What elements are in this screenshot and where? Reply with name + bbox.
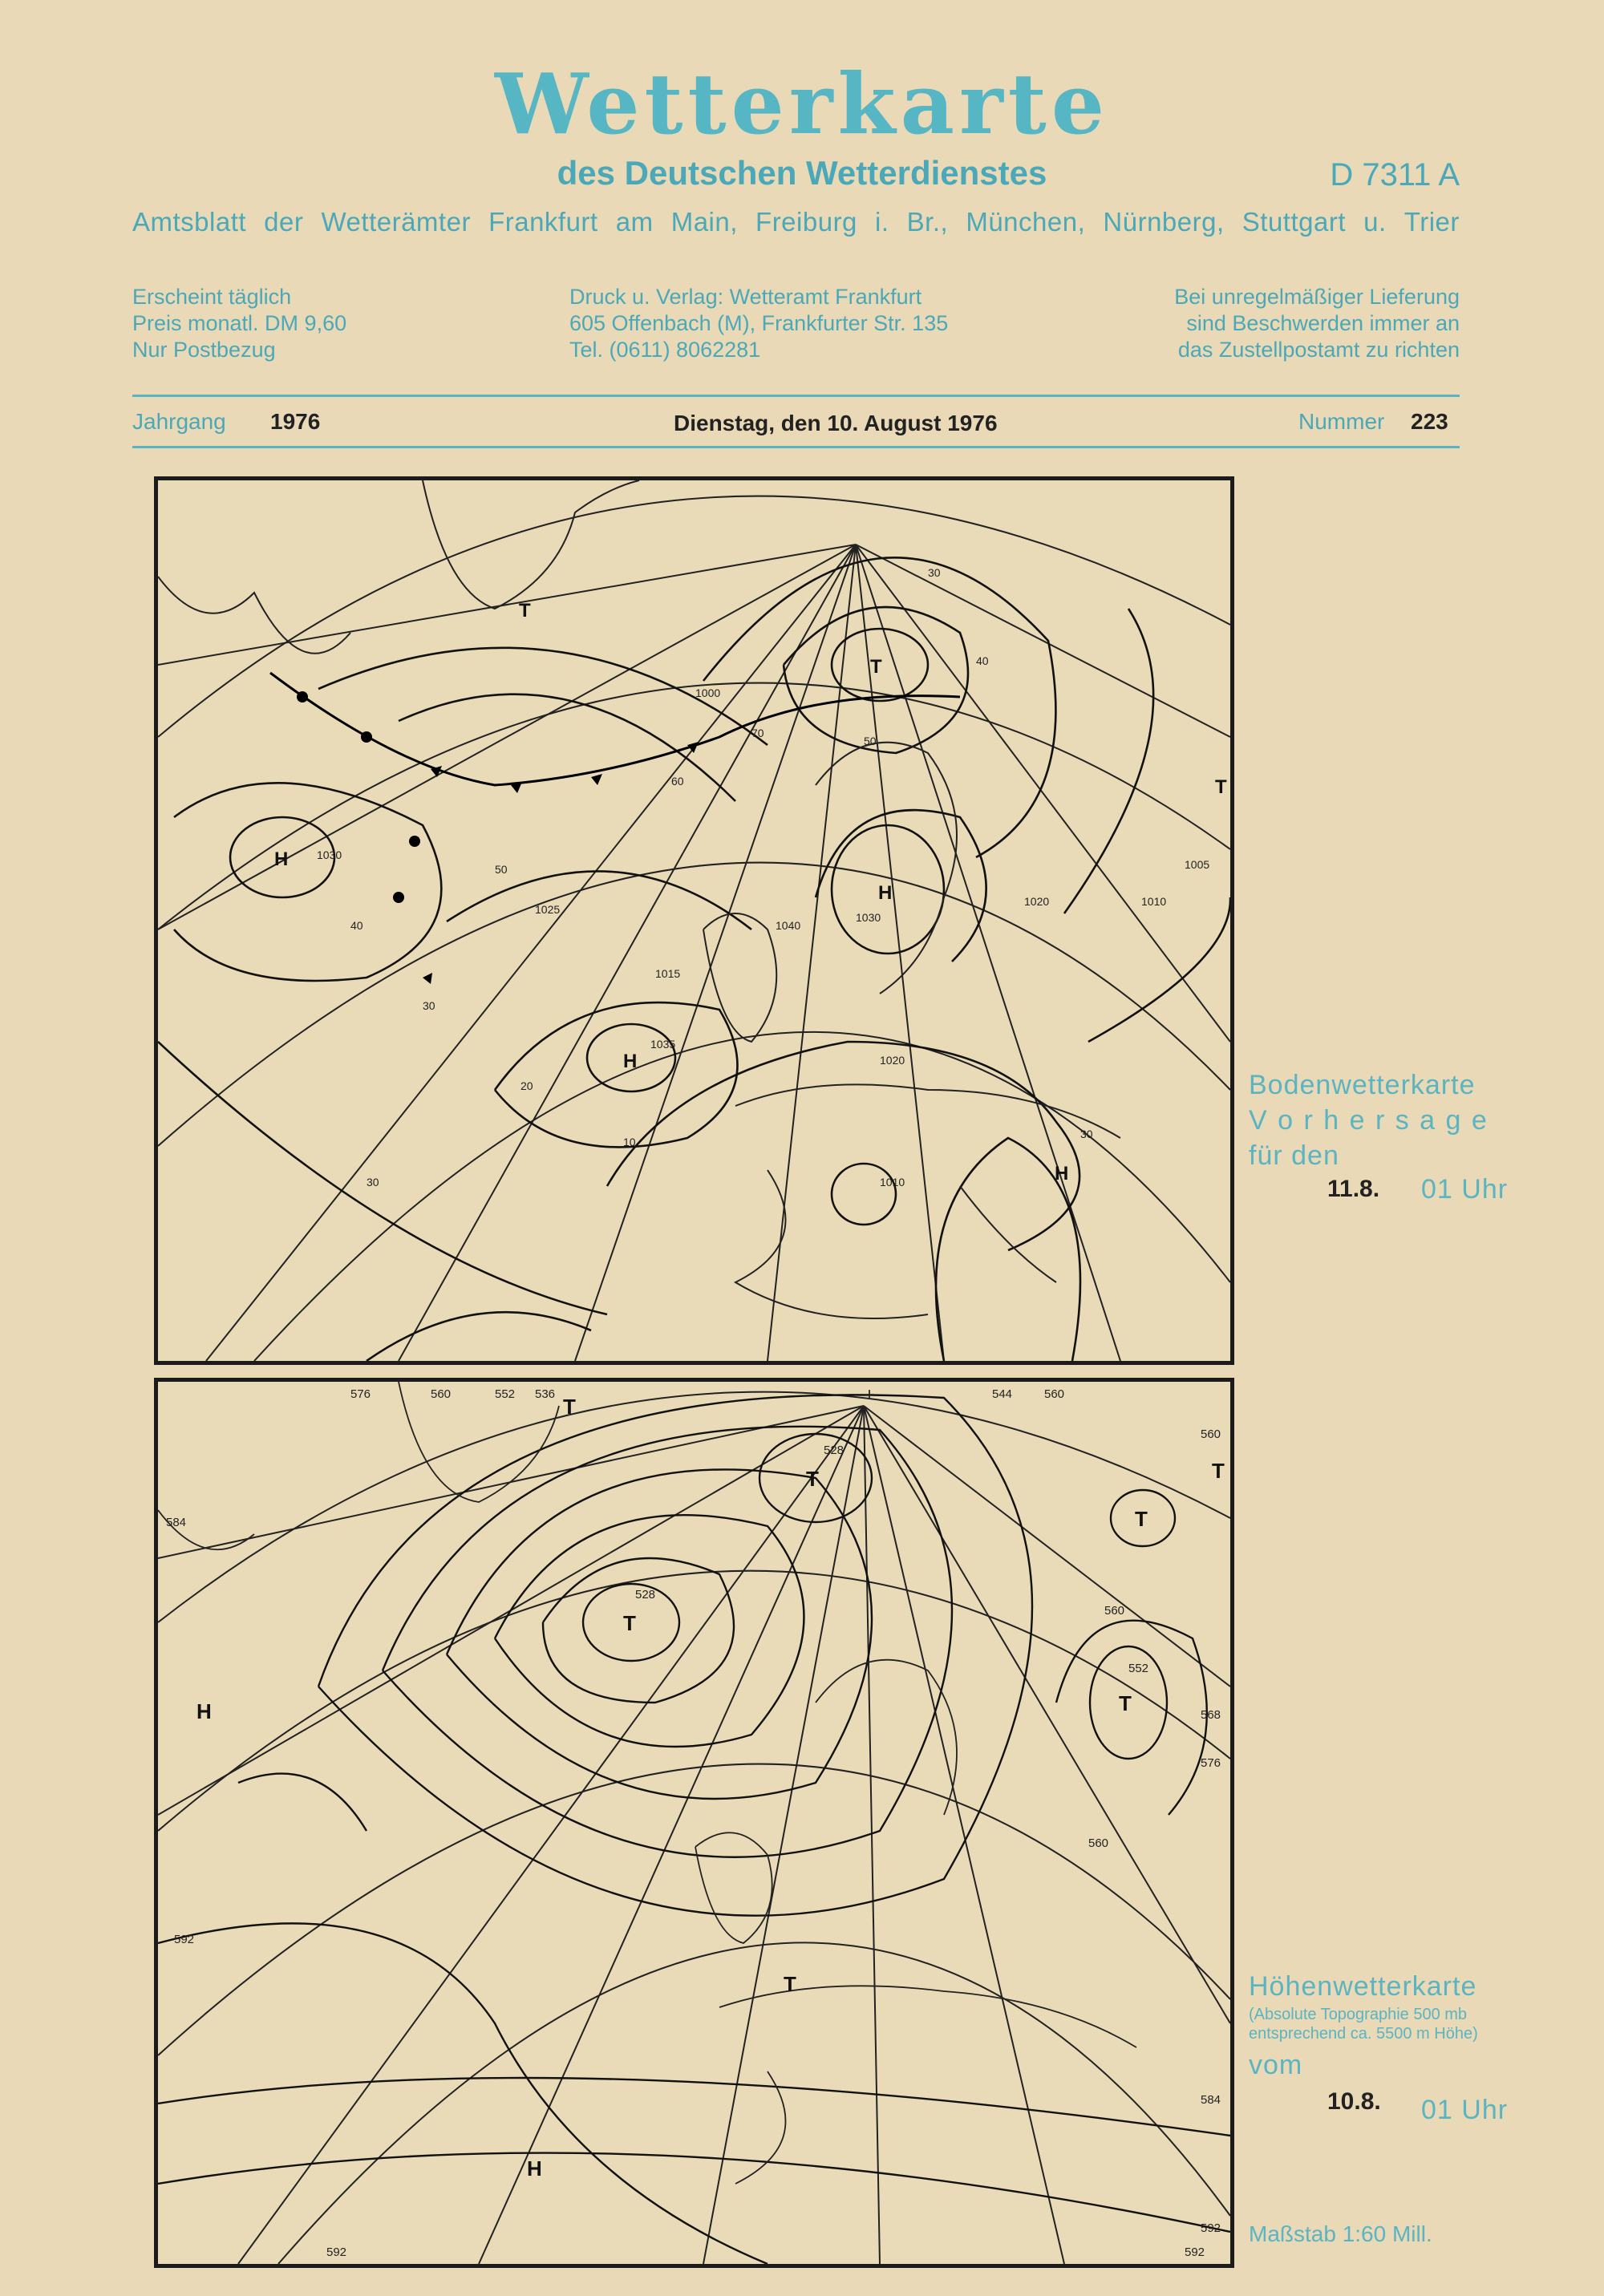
offices-word: am [615,207,654,237]
contour-label: 560 [1044,1387,1065,1401]
upper-map-caption: Höhenwetterkarte [1249,1971,1477,2002]
contour-label: 584 [1201,2093,1221,2107]
grid-label: 30 [423,999,435,1012]
contour-label: 536 [535,1387,556,1401]
contour-label: 576 [350,1387,371,1401]
height-contour [1056,1621,1207,1815]
isobar-label: 1000 [695,686,721,699]
low-pressure-label: T [1135,1507,1148,1531]
offices-word: München, [966,207,1086,237]
isobar [1088,897,1230,1042]
offices-word: der [264,207,304,237]
high-pressure-label: H [878,882,893,904]
high-pressure-label: H [1055,1163,1069,1184]
isobar-label: 1010 [880,1176,905,1188]
offices-line [132,207,1460,237]
info-line: das Zustellpostamt zu richten [1177,338,1460,362]
isobar [816,810,986,962]
upper-map-drawing [158,1382,1230,2264]
publisher-info [569,284,948,363]
isobar [367,1312,591,1361]
header-rule-top [132,395,1460,397]
front-symbol [591,774,602,785]
grid-label: 30 [1080,1128,1093,1140]
contour-label: 544 [992,1387,1013,1401]
grid-label: 70 [751,727,764,739]
contour-label: 592 [174,1933,195,1946]
map-scale: Maßstab 1:60 Mill. [1249,2221,1432,2246]
surface-map-time: 01 Uhr [1421,1174,1509,1205]
offices-word: Amtsblatt [132,207,247,237]
upper-map-vom: vom [1249,2050,1303,2080]
front-symbol [409,836,420,847]
isobar-label: 1040 [776,919,801,932]
height-contour [238,1774,367,1831]
front-symbol [423,973,432,984]
isobar-label: 1020 [880,1054,905,1067]
low-pressure-label: T [563,1395,576,1419]
latitude-line [158,1392,1230,1622]
latitude-line [158,1571,1230,1831]
surface-map-caption: Bodenwetterkarte [1249,1070,1476,1100]
info-line: 605 Offenbach (M), Frankfurter Str. 135 [569,311,949,335]
low-pressure-label: T [1215,776,1227,798]
grid-label: 40 [976,654,989,667]
low-pressure-label: T [623,1611,636,1635]
meridian-line [399,545,856,1361]
contour-label: 552 [495,1387,516,1401]
contour-label: 576 [1201,1756,1221,1770]
publication-info [132,284,346,363]
height-contour [158,1923,768,2264]
isobar-label: 1020 [1024,895,1050,908]
info-line: Nur Postbezug [132,338,276,362]
isobar-label: 1030 [856,911,881,924]
delivery-info [1174,284,1460,363]
contour-label: 584 [166,1516,187,1529]
upper-map-note: (Absolute Topographie 500 mb [1249,2006,1468,2023]
grid-label: 50 [864,735,877,747]
number-label: Nummer [1298,409,1385,434]
latitude-line [158,1764,1230,2055]
offices-word: i. [875,207,889,237]
contour-label: 528 [635,1588,656,1602]
pole-marker: + [864,1384,876,1406]
isobar [832,1164,896,1225]
front-symbol [361,731,372,743]
publication-title: Wetterkarte [495,55,1109,153]
meridian-line [206,545,856,1361]
isobar [607,1042,1079,1250]
offices-word: Frankfurt [488,207,598,237]
info-line: Bei unregelmäßiger Lieferung [1174,285,1460,309]
latitude-line [158,496,1230,737]
contour-label: 560 [1104,1604,1125,1618]
upper-map-time: 01 Uhr [1421,2095,1509,2125]
meridian-line [864,1406,1230,2023]
low-pressure-label: T [870,656,882,678]
offices-word: Freiburg [755,207,857,237]
coastline-greenland [423,480,639,609]
contour-label: 552 [1128,1662,1149,1675]
publication-subtitle: des Deutschen Wetterdienstes [557,154,1047,192]
info-line: Druck u. Verlag: Wetteramt Frankfurt [569,285,922,309]
isobar-label: 1030 [317,848,342,861]
grid-label: 30 [367,1176,379,1188]
isobar-label: 1005 [1185,858,1210,871]
contour-label: 560 [1088,1836,1109,1850]
grid-label: 30 [928,566,941,579]
contour-label: 568 [1201,1708,1221,1722]
high-pressure-label: H [623,1051,638,1072]
low-pressure-label: T [1119,1691,1132,1715]
meridian-line [768,545,856,1361]
surface-map-date: 11.8. [1327,1176,1380,1202]
front-symbol [393,892,404,903]
meridian-line [479,1406,864,2264]
contour-label: 560 [431,1387,452,1401]
info-line: Erscheint täglich [132,285,292,309]
isobar [447,871,751,929]
coastline-scandinavia [816,1660,957,1815]
grid-label: 50 [495,863,508,876]
height-contour [158,2078,1230,2136]
high-pressure-label: H [527,2156,542,2181]
height-contour [447,1469,872,1799]
isobar [158,1042,607,1314]
meridian-line [856,545,1230,737]
grid-label: 60 [671,775,684,788]
grid-label: 20 [520,1079,533,1092]
isobar [703,557,1055,857]
low-pressure-label: T [784,1972,796,1996]
coastline-italy [960,1186,1056,1282]
isobar-label: 1010 [1141,895,1167,908]
latitude-line [254,1032,1230,1361]
contour-label: 592 [1185,2245,1205,2259]
offices-word: u. [1363,207,1387,237]
coastline-iberia [735,2071,786,2184]
year-label: Jahrgang [132,409,226,434]
isobar-label: 1035 [650,1038,676,1051]
coastline-british-isles [703,913,776,1042]
grid-label: 10 [623,1136,636,1148]
surface-map-for: für den [1249,1140,1339,1171]
coastline-europe [719,1986,1136,2047]
offices-word: Br., [906,207,949,237]
document-number: D 7311 A [1330,157,1460,192]
offices-word: Wetterämter [321,207,471,237]
surface-map-forecast: V o r h e r s a g e [1249,1105,1489,1136]
isobar [1064,609,1153,913]
contour-label: 560 [1201,1427,1221,1441]
year-value: 1976 [270,409,321,434]
info-line: Tel. (0611) 8062281 [569,338,761,362]
offices-word: Main, [670,207,738,237]
height-contour [495,1515,804,1747]
upper-map-date: 10.8. [1327,2088,1381,2115]
offices-word: Stuttgart [1241,207,1346,237]
meridian-line [856,545,1230,1042]
contour-label: 528 [824,1444,845,1457]
coastline-canada [158,577,350,654]
issue-date: Dienstag, den 10. August 1976 [674,411,998,435]
meridian-line [864,1406,1064,2264]
isobar [174,783,441,981]
high-pressure-label: H [274,848,289,870]
surface-weather-map [154,476,1234,1365]
contour-label: 592 [1201,2221,1221,2235]
info-line: sind Beschwerden immer an [1186,311,1460,335]
info-line: Preis monatl. DM 9,60 [132,311,347,335]
coastline-british-isles [695,1832,772,1943]
isobar-label: 1025 [535,903,561,916]
isobar-label: 1015 [655,967,681,980]
upper-map-note: entsprechend ca. 5500 m Höhe) [1249,2025,1478,2043]
contour-label: 592 [326,2245,347,2259]
meridian-line [238,1406,864,2264]
offices-word: Trier [1404,207,1460,237]
low-pressure-label: T [806,1467,819,1491]
surface-map-drawing [158,480,1230,1361]
offices-word: Nürnberg, [1103,207,1225,237]
low-pressure-label: T [519,600,531,622]
high-pressure-label: H [196,1699,212,1723]
upper-air-map [154,1378,1234,2268]
number-value: 223 [1411,409,1448,434]
latitude-line [158,683,1230,929]
grid-label: 40 [350,919,363,932]
low-pressure-label: T [1212,1459,1225,1483]
header-rule-bottom [132,446,1460,448]
front-symbol [297,691,308,703]
